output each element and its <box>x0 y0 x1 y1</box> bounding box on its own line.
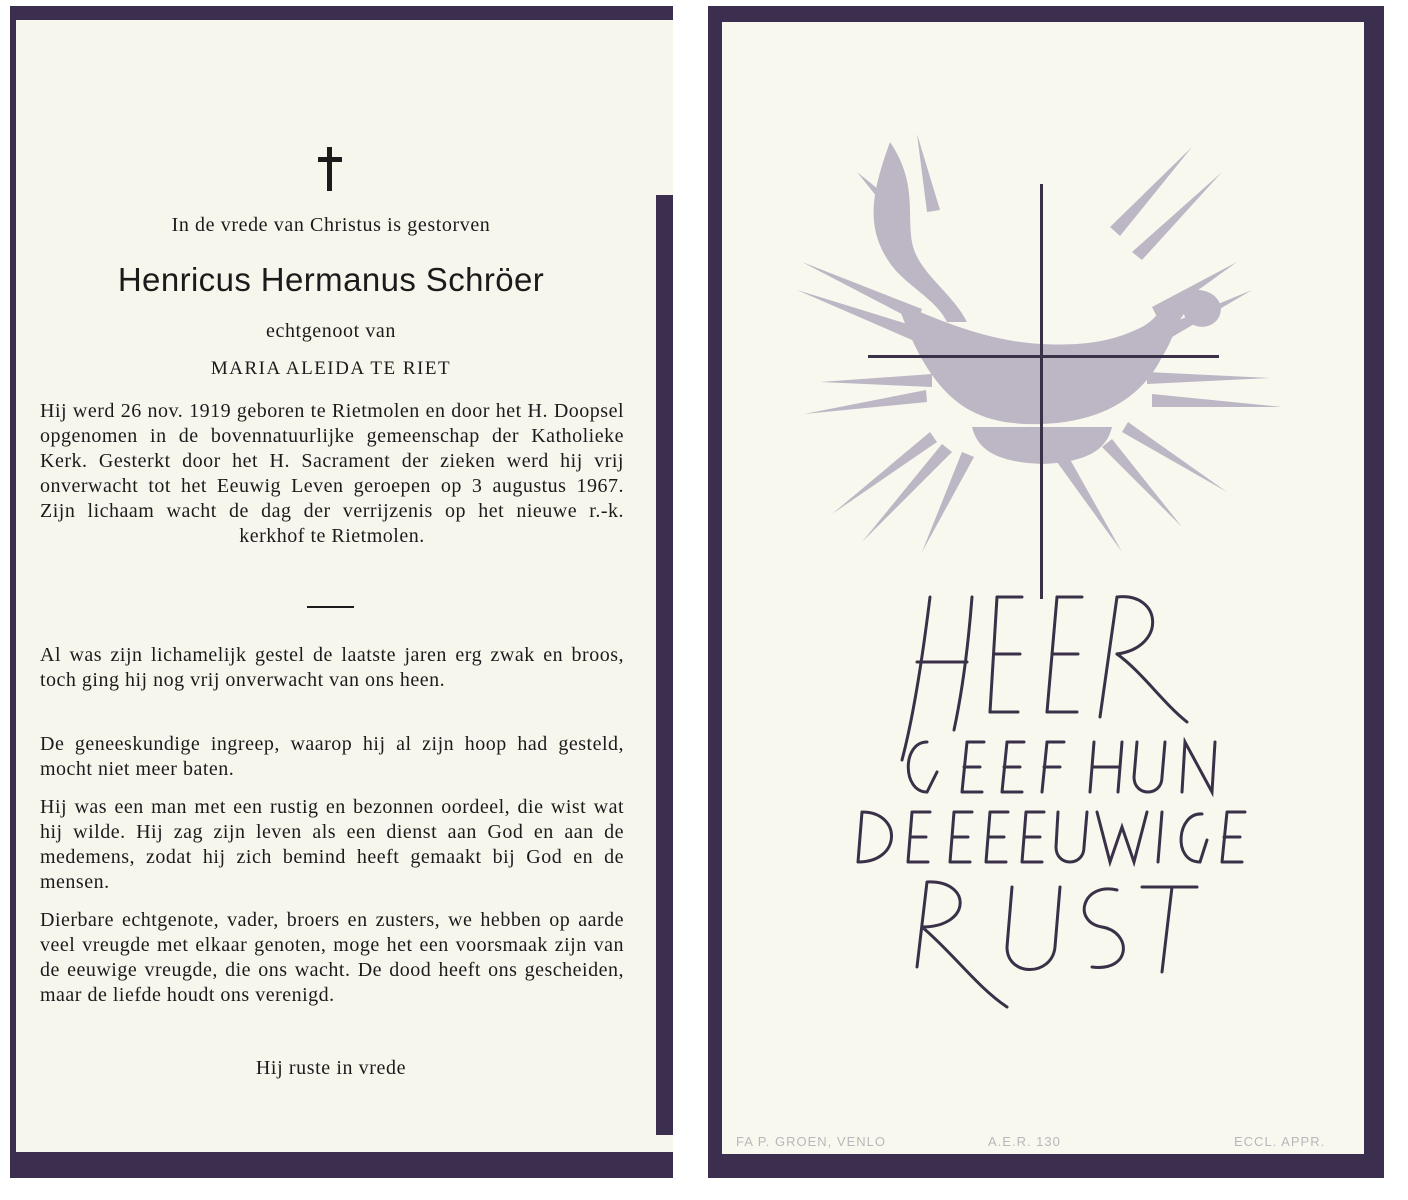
mourning-border-top <box>10 6 673 20</box>
memorial-paragraph-4: Dierbare echtgenote, vader, broers en zusters, we hebben op aarde veel vreugde met elkaar genoten, moge het een voorsmaak zijn van de eeuwige vreugde, die ons wacht. De dood heeft ons gescheiden, maar de liefde houdt ons verenigd. <box>40 909 624 1006</box>
mourning-border-bottom <box>10 1152 673 1178</box>
divider-line <box>307 606 354 608</box>
intro-text: In de vrede van Christus is gestorven <box>171 214 491 236</box>
memorial-paragraph-2: De geneeskundige ingreep, waarop hij al zijn hoop had gesteld, mocht niet meer baten. <box>40 733 624 780</box>
memorial-paragraph-1: Al was zijn lichamelijk gestel de laatste jaren erg zwak en broos, toch ging hij nog vrij onverwacht van ons heen. <box>40 644 624 691</box>
cross-icon <box>317 146 343 192</box>
memorial-paragraph-3: Hij was een man met een rustig en bezonnen oordeel, die wist wat hij wilde. Hij zag zijn leven als een dienst aan God en aan de medemens, zodat hij zich bemind heeft gemaakt bij God en de mensen. <box>40 796 624 893</box>
mourning-border-left <box>10 6 16 1178</box>
oil-lamp-illustration <box>722 22 1364 1122</box>
printer-credit: FA P. GROEN, VENLO <box>736 1134 886 1149</box>
biography-paragraph: Hij werd 26 nov. 1919 geboren te Rietmolen en door het H. Doopsel opgenomen in de bovennatuurlijke gemeenschap der Katholieke Kerk. Gesterkt door het H. Sacrament der zieken werd hij vrij onverwacht tot het Eeuwig Leven geroepen op 3 augustus 1967. Zijn lichaam wacht de dag der verrijzenis op het nieuwe r.-k. kerkhof te Rietmolen. <box>40 400 624 547</box>
spouse-label: echtgenoot van <box>265 320 397 342</box>
closing-prayer: Hij ruste in vrede <box>255 1057 407 1079</box>
print-code: A.E.R. 130 <box>988 1134 1061 1149</box>
mourning-border-right <box>656 195 673 1135</box>
spouse-name: MARIA ALEIDA TE RIET <box>210 358 452 379</box>
ecclesiastical-approval: ECCL. APPR. <box>1234 1134 1326 1149</box>
deceased-name: Henricus Hermanus Schröer <box>117 261 545 298</box>
